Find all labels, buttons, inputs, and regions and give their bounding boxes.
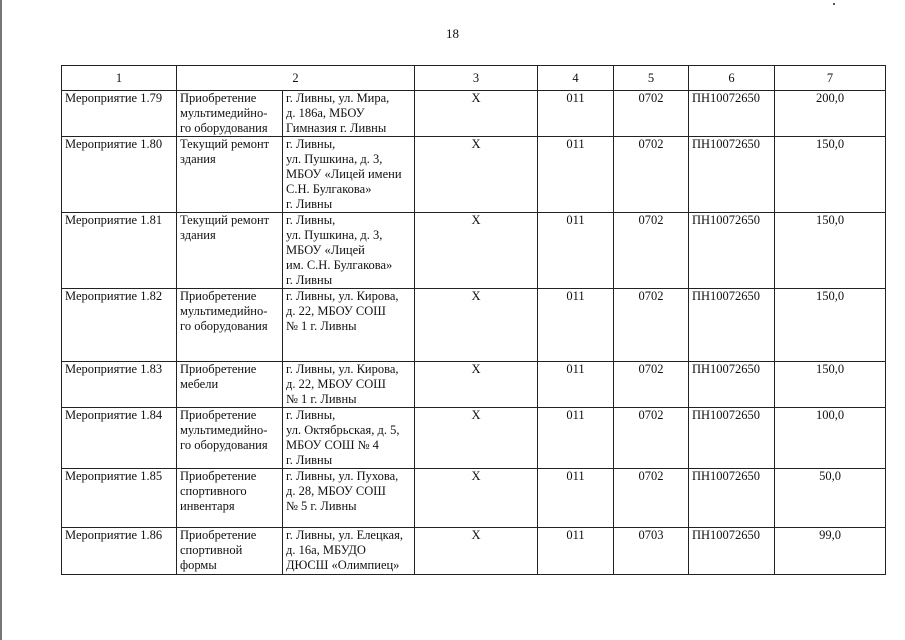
- activity-name-cell-line: инвентаря: [180, 499, 235, 513]
- activity-name-cell-line: Приобретение: [180, 91, 257, 105]
- col5-cell: 0702: [614, 408, 689, 469]
- col5-cell: 0702: [614, 289, 689, 362]
- table-row: [62, 408, 886, 469]
- activity-address-cell-line: ДЮСШ «Олимпиец»: [286, 558, 400, 572]
- activity-address-cell-line: г. Ливны, ул. Мира,: [286, 91, 390, 105]
- activity-id-cell: Мероприятие 1.84: [62, 408, 177, 469]
- col7-cell: 150,0: [775, 137, 886, 213]
- page-number: 18: [446, 26, 459, 41]
- activity-address-cell-line: г. Ливны, ул. Кирова,: [286, 289, 399, 303]
- header-col-4: 4: [538, 66, 614, 91]
- table-row: [62, 289, 886, 362]
- col5-cell: 0702: [614, 137, 689, 213]
- col4-cell: 011: [538, 213, 614, 289]
- activity-address-cell-line: г. Ливны, ул. Кирова,: [286, 362, 399, 376]
- activity-name-cell-line: спортивного: [180, 484, 247, 498]
- activity-name-cell-line: Приобретение: [180, 528, 257, 542]
- activity-address-cell-line: г. Ливны: [286, 197, 333, 211]
- activity-address-cell-line: № 5 г. Ливны: [286, 499, 357, 513]
- activity-address-cell-line: им. С.Н. Булгакова»: [286, 258, 393, 272]
- activity-id-cell: Мероприятие 1.82: [62, 289, 177, 362]
- col5-cell: 0703: [614, 528, 689, 575]
- activity-address-cell-line: г. Ливны,: [286, 137, 336, 151]
- activity-address-cell-line: С.Н. Булгакова»: [286, 182, 372, 196]
- activity-address-cell-line: Гимназия г. Ливны: [286, 121, 387, 135]
- col4-cell: 011: [538, 469, 614, 528]
- col3-cell: Х: [415, 362, 538, 408]
- activity-address-cell-line: МБОУ «Лицей имени: [286, 167, 402, 181]
- col5-cell: 0702: [614, 469, 689, 528]
- col6-cell: ПН10072650: [689, 91, 775, 137]
- col6-cell: ПН10072650: [689, 528, 775, 575]
- activity-name-cell: [177, 91, 283, 137]
- activity-name-cell-line: мебели: [180, 377, 219, 391]
- col3-cell: Х: [415, 91, 538, 137]
- col7-cell: 50,0: [775, 469, 886, 528]
- header-col-6: 6: [689, 66, 775, 91]
- activity-name-cell-line: мультимедийно-: [180, 304, 268, 318]
- activity-address-cell-line: ул. Пушкина, д. 3,: [286, 228, 383, 242]
- activity-address-cell: [283, 408, 415, 469]
- table-row: [62, 362, 886, 408]
- activity-name-cell-line: го оборудования: [180, 121, 268, 135]
- col6-cell: ПН10072650: [689, 137, 775, 213]
- col6-cell: ПН10072650: [689, 362, 775, 408]
- table-row: [62, 469, 886, 528]
- col6-cell: ПН10072650: [689, 289, 775, 362]
- activity-address-cell-line: МБОУ «Лицей: [286, 243, 365, 257]
- activity-name-cell: [177, 289, 283, 362]
- col3-cell: Х: [415, 469, 538, 528]
- activity-name-cell-line: Приобретение: [180, 289, 257, 303]
- activity-name-cell-line: го оборудования: [180, 438, 268, 452]
- activity-name-cell-line: формы: [180, 558, 217, 572]
- table-row: [62, 528, 886, 575]
- activity-address-cell: [283, 469, 415, 528]
- activity-name-cell-line: Приобретение: [180, 469, 257, 483]
- col7-cell: 100,0: [775, 408, 886, 469]
- activity-address-cell-line: № 1 г. Ливны: [286, 392, 357, 406]
- activity-name-cell-line: здания: [180, 228, 216, 242]
- activity-address-cell-line: г. Ливны: [286, 453, 333, 467]
- activity-name-cell: [177, 137, 283, 213]
- col6-cell: ПН10072650: [689, 213, 775, 289]
- activity-id-cell: Мероприятие 1.86: [62, 528, 177, 575]
- header-col-7: 7: [775, 66, 886, 91]
- col3-cell: Х: [415, 213, 538, 289]
- col7-cell: 150,0: [775, 213, 886, 289]
- activity-address-cell-line: г. Ливны, ул. Елецкая,: [286, 528, 403, 542]
- activity-name-cell-line: мультимедийно-: [180, 106, 268, 120]
- header-col-3: 3: [415, 66, 538, 91]
- table-row: [62, 91, 886, 137]
- activity-id-cell: Мероприятие 1.79: [62, 91, 177, 137]
- col4-cell: 011: [538, 91, 614, 137]
- activity-name-cell-line: здания: [180, 152, 216, 166]
- activity-address-cell-line: г. Ливны, ул. Пухова,: [286, 469, 399, 483]
- activity-address-cell-line: д. 28, МБОУ СОШ: [286, 484, 386, 498]
- col4-cell: 011: [538, 137, 614, 213]
- activity-id-cell: Мероприятие 1.80: [62, 137, 177, 213]
- col5-cell: 0702: [614, 91, 689, 137]
- activity-name-cell: [177, 408, 283, 469]
- activity-address-cell: [283, 91, 415, 137]
- col4-cell: 011: [538, 362, 614, 408]
- activity-address-cell: [283, 213, 415, 289]
- activity-id-cell: Мероприятие 1.81: [62, 213, 177, 289]
- activity-address-cell-line: г. Ливны,: [286, 213, 336, 227]
- col7-cell: 150,0: [775, 362, 886, 408]
- activity-address-cell-line: г. Ливны,: [286, 408, 336, 422]
- activity-address-cell-line: г. Ливны: [286, 273, 333, 287]
- activity-name-cell-line: Текущий ремонт: [180, 213, 270, 227]
- activity-name-cell: [177, 213, 283, 289]
- budget-table: [61, 65, 886, 575]
- activity-address-cell-line: д. 16а, МБУДО: [286, 543, 366, 557]
- header-col-5: 5: [614, 66, 689, 91]
- activity-address-cell-line: МБОУ СОШ № 4: [286, 438, 379, 452]
- table-body: [62, 91, 886, 575]
- activity-address-cell-line: д. 22, МБОУ СОШ: [286, 377, 386, 391]
- col3-cell: Х: [415, 137, 538, 213]
- col7-cell: 150,0: [775, 289, 886, 362]
- col6-cell: ПН10072650: [689, 469, 775, 528]
- activity-address-cell-line: д. 22, МБОУ СОШ: [286, 304, 386, 318]
- activity-id-cell: Мероприятие 1.83: [62, 362, 177, 408]
- activity-address-cell: [283, 137, 415, 213]
- activity-name-cell: [177, 362, 283, 408]
- activity-name-cell-line: Текущий ремонт: [180, 137, 270, 151]
- activity-name-cell-line: спортивной: [180, 543, 243, 557]
- table-row: [62, 137, 886, 213]
- header-col-1: 1: [62, 66, 177, 91]
- activity-name-cell-line: Приобретение: [180, 362, 257, 376]
- activity-name-cell-line: мультимедийно-: [180, 423, 268, 437]
- col5-cell: 0702: [614, 213, 689, 289]
- activity-address-cell-line: д. 186а, МБОУ: [286, 106, 365, 120]
- col3-cell: Х: [415, 528, 538, 575]
- activity-address-cell-line: ул. Октябрьская, д. 5,: [286, 423, 400, 437]
- activity-address-cell-line: № 1 г. Ливны: [286, 319, 357, 333]
- activity-name-cell: [177, 528, 283, 575]
- col5-cell: 0702: [614, 362, 689, 408]
- col6-cell: ПН10072650: [689, 408, 775, 469]
- col4-cell: 011: [538, 289, 614, 362]
- col4-cell: 011: [538, 408, 614, 469]
- page-left-edge: [0, 0, 2, 640]
- activity-id-cell: Мероприятие 1.85: [62, 469, 177, 528]
- activity-address-cell-line: ул. Пушкина, д. 3,: [286, 152, 383, 166]
- col3-cell: Х: [415, 408, 538, 469]
- scan-speck: [833, 3, 835, 5]
- activity-address-cell: [283, 289, 415, 362]
- header-col-2: 2: [177, 66, 415, 91]
- activity-address-cell: [283, 528, 415, 575]
- activity-name-cell: [177, 469, 283, 528]
- header-row: [62, 66, 886, 91]
- activity-name-cell-line: го оборудования: [180, 319, 268, 333]
- col7-cell: 99,0: [775, 528, 886, 575]
- col7-cell: 200,0: [775, 91, 886, 137]
- col3-cell: Х: [415, 289, 538, 362]
- col4-cell: 011: [538, 528, 614, 575]
- table-row: [62, 213, 886, 289]
- activity-address-cell: [283, 362, 415, 408]
- activity-name-cell-line: Приобретение: [180, 408, 257, 422]
